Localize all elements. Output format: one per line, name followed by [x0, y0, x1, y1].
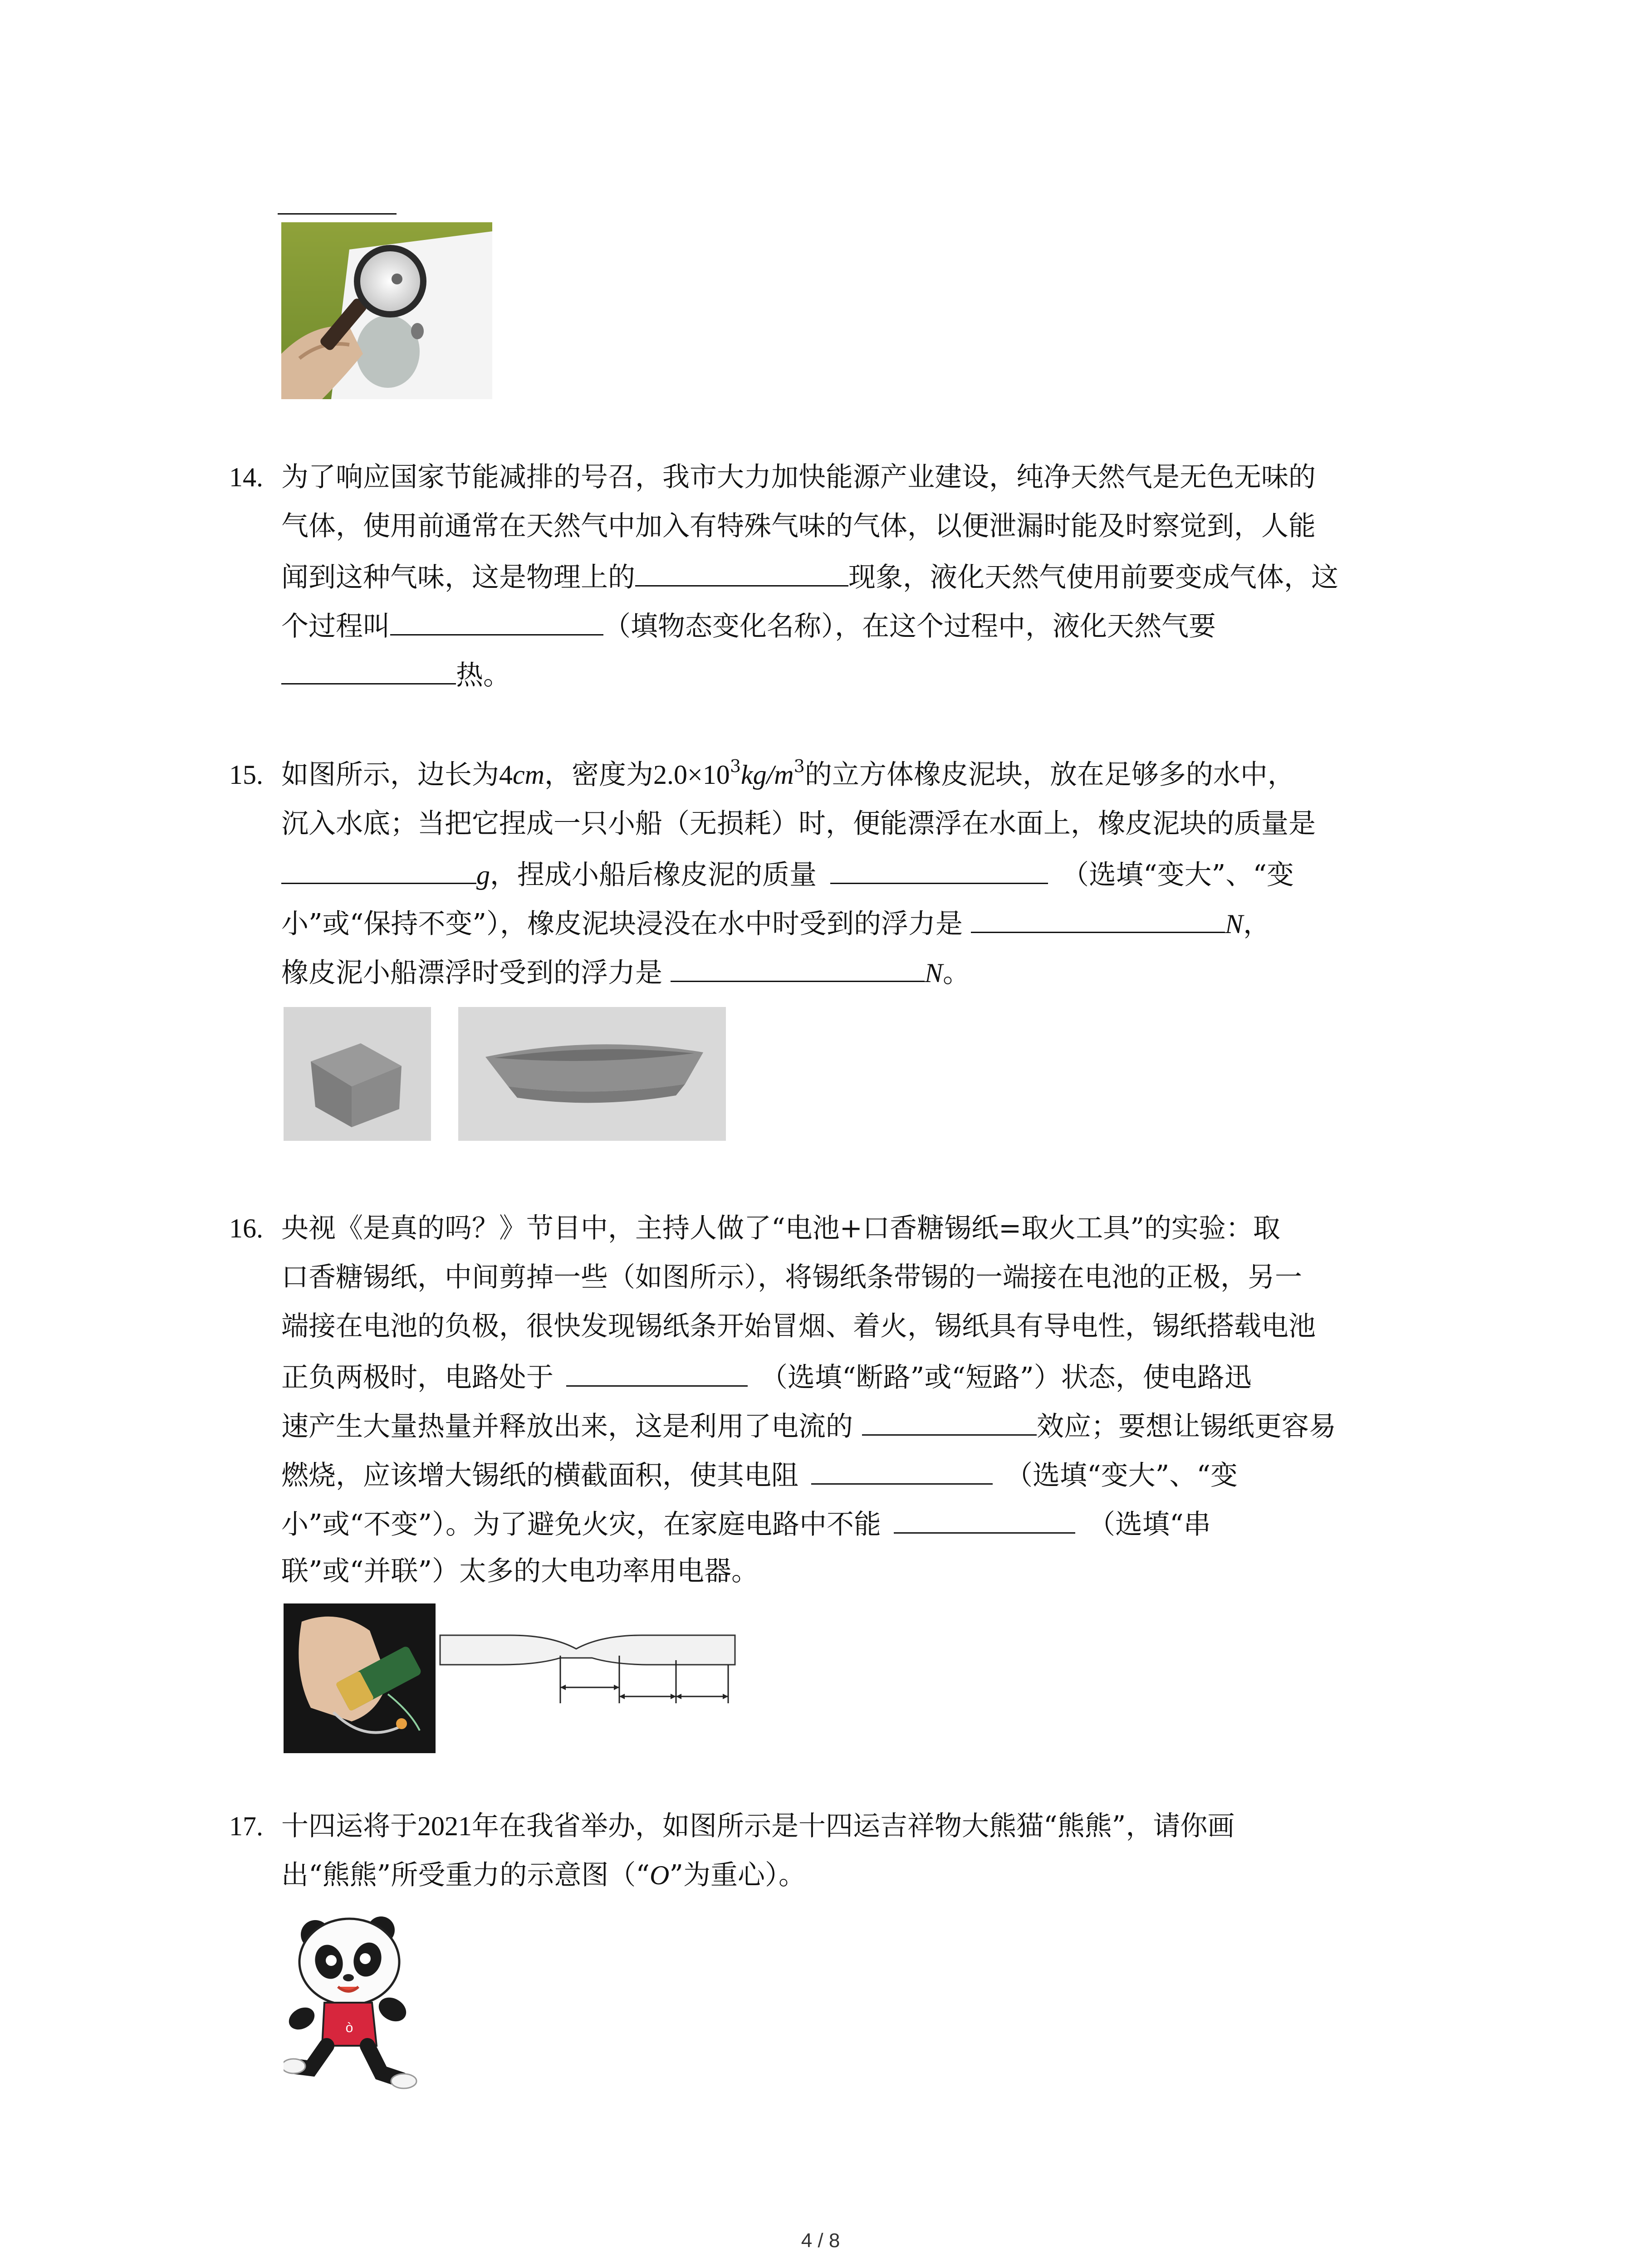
q14-line4-text-a: 个过程叫 — [281, 611, 390, 642]
q15-line4-text-a: 小”或“保持不变”），橡皮泥块浸没在水中时受到的浮力是 — [281, 908, 963, 940]
q16-text-line7 — [281, 1506, 1211, 1541]
q15-unit-newton-1: N — [1225, 909, 1244, 939]
q14-line3-text-a: 闻到这种气味，这是物理上的 — [281, 562, 635, 593]
q17-line1-text-a: 十四运将于 — [281, 1810, 417, 1842]
q15-density-unit: kg/m — [741, 760, 794, 790]
q15-density-exponent: 3 — [730, 756, 741, 776]
q16-line5-text-a: 速产生大量热量并释放出来，这是利用了电流的 — [281, 1411, 853, 1442]
question-number-14: 14. — [229, 462, 263, 492]
q16-line7-text-b: （选填“串 — [1088, 1509, 1211, 1540]
q15-unit-gram: g — [476, 860, 490, 890]
q15-blank-buoyancy-floating[interactable] — [671, 954, 925, 982]
q16-blank-resistance-change[interactable] — [811, 1457, 993, 1485]
magnifier-photo — [281, 222, 492, 399]
q16-text-line4 — [281, 1359, 1252, 1394]
q14-line4-text-b: （填物态变化名称），在这个过程中，液化天然气要 — [603, 611, 1216, 642]
battery-foil-photo — [284, 1603, 436, 1753]
q15-text-line4 — [281, 905, 1270, 940]
q16-line6-text-a: 燃烧，应该增大锡纸的横截面积，使其电阻 — [281, 1460, 798, 1491]
question-number-17: 17. — [229, 1811, 263, 1841]
q14-line3-text-b: 现象，液化天然气使用前要变成气体，这 — [848, 562, 1338, 593]
question-number-15: 15. — [229, 760, 263, 790]
q14-text-line5 — [281, 657, 510, 692]
q15-line5-text-b: 。 — [943, 957, 970, 989]
q17-line2-text-b: ”为重心）。 — [669, 1859, 806, 1891]
q16-text-line1: 央视《是真的吗？》节目中，主持人做了“电池+口香糖锡纸=取火工具”的实验：取 — [281, 1212, 1280, 1244]
q16-line6-text-b: （选填“变大”、“变 — [1005, 1460, 1238, 1491]
q16-blank-circuit-state[interactable] — [566, 1359, 748, 1387]
q17-line1-text-b: 年在我省举办，如图所示是十四运吉祥物大熊猫“熊熊”，请你画 — [472, 1810, 1235, 1842]
q14-text-line4 — [281, 608, 1216, 643]
q16-line5-text-b: 效应；要想让锡纸更容易 — [1037, 1411, 1336, 1442]
q16-line4-text-a: 正负两极时，电路处于 — [281, 1362, 554, 1393]
q16-text-line5 — [281, 1408, 1336, 1443]
q14-blank-phenomenon[interactable] — [635, 559, 848, 587]
q17-year: 2021 — [417, 1811, 472, 1841]
svg-text:ò: ò — [345, 2020, 353, 2035]
q16-line7-text-a: 小”或“不变”）。为了避免火灾，在家庭电路中不能 — [281, 1509, 882, 1540]
q15-side-unit: cm — [513, 760, 544, 790]
q16-text-line2: 口香糖锡纸，中间剪掉一些（如图所示），将锡纸条带锡的一端接在电池的正极，另一 — [281, 1261, 1302, 1293]
q16-blank-current-effect[interactable] — [862, 1408, 1037, 1436]
clay-boat-photo — [458, 1007, 726, 1141]
q17-text-line1 — [281, 1810, 1234, 1843]
question-number-16: 16. — [229, 1213, 263, 1243]
q15-line1-text-c: 的立方体橡皮泥块，放在足够多的水中， — [804, 759, 1295, 791]
q15-line5-text-a: 橡皮泥小船漂浮时受到的浮力是 — [281, 957, 662, 989]
q13-answer-blank[interactable] — [278, 213, 397, 215]
q15-text-line2: 沉入水底；当把它捏成一只小船（无损耗）时，便能漂浮在水面上，橡皮泥块的质量是 — [281, 808, 1316, 840]
q15-blank-mass-change[interactable] — [830, 856, 1048, 884]
clay-cube-photo — [284, 1007, 431, 1141]
q17-center-of-gravity-label: O — [650, 1860, 670, 1890]
q14-blank-phase-change[interactable] — [390, 608, 603, 635]
q15-line1-text-b: ，密度为 — [544, 759, 653, 791]
q15-blank-buoyancy-submerged[interactable] — [971, 905, 1225, 933]
q15-blank-mass[interactable] — [281, 856, 476, 884]
q16-text-line8: 联”或“并联”）太多的大电功率用电器。 — [281, 1555, 759, 1587]
q15-line4-text-b: ， — [1243, 908, 1271, 940]
q14-text-line2: 气体，使用前通常在天然气中加入有特殊气味的气体，以便泄漏时能及时察觉到，人能 — [281, 510, 1316, 542]
foil-strip-diagram — [438, 1633, 737, 1712]
q15-density-unit-exponent: 3 — [794, 756, 805, 776]
q15-line3-text-b: （选填“变大”、“变 — [1062, 859, 1294, 891]
page-number: 4 / 8 — [801, 2229, 840, 2252]
q14-line5-text-b: 热。 — [456, 660, 510, 691]
q17-line2-text-a: 出“熊熊”所受重力的示意图（“ — [281, 1859, 650, 1891]
q15-unit-newton-2: N — [925, 958, 943, 988]
panda-mascot-illustration — [284, 1910, 420, 2091]
q16-line4-text-b: （选填“断路”或“短路”）状态，使电路迅 — [760, 1362, 1252, 1393]
q16-blank-connection[interactable] — [894, 1506, 1075, 1534]
q15-density-value: 2.0×10 — [653, 760, 730, 790]
q15-text-line3 — [281, 856, 1294, 891]
q15-line1-text-a: 如图所示，边长为 — [281, 759, 499, 791]
q15-text-line1 — [281, 758, 1295, 791]
q14-text-line3 — [281, 559, 1338, 594]
q16-text-line6 — [281, 1457, 1238, 1492]
q15-line3-text-a: ，捏成小船后橡皮泥的质量 — [490, 859, 817, 891]
q14-text-line1: 为了响应国家节能减排的号召，我市大力加快能源产业建设，纯净天然气是无色无味的 — [281, 461, 1316, 493]
q14-blank-heat[interactable] — [281, 657, 456, 684]
q15-text-line5 — [281, 954, 970, 989]
q15-side-value: 4 — [499, 760, 513, 790]
q17-text-line2 — [281, 1859, 806, 1892]
q16-text-line3: 端接在电池的负极，很快发现锡纸条开始冒烟、着火，锡纸具有导电性，锡纸搭载电池 — [281, 1310, 1316, 1342]
